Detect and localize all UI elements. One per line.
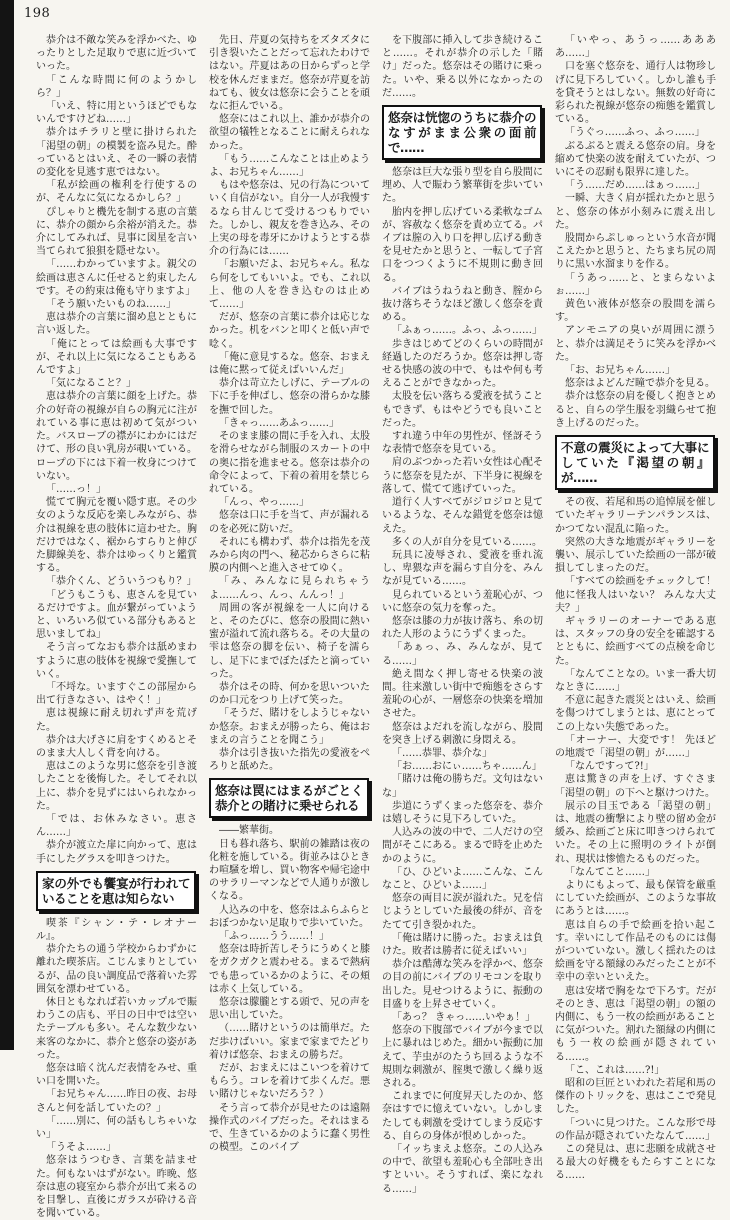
paragraph: だが、おまえにはこいつを着けてもらう。コレを着けて歩くんだ。悪い賭けじゃないだろう？） — [209, 1063, 370, 1101]
paragraph: 「ふっ……うう……！」 — [219, 931, 329, 942]
paragraph: 「では、お休みなさい。恵さん……」 — [36, 813, 197, 839]
paragraph: 黄色い液体が悠奈の股間を濡らす。 — [555, 299, 716, 324]
paragraph: 「ついに見つけた。こんな形で母の作品が隠されていたなんて……」 — [555, 1117, 716, 1142]
paragraph: 股間からぷしゅっという水音が聞こえたかと思うと、たちまち尻の周りに黒い水溜まりを作る。 — [555, 233, 716, 271]
paragraph: 「俺に意見するな。悠奈、おまえは俺に黙って従えばいいんだ」 — [209, 351, 370, 377]
paragraph: 胎内を押し広げている柔軟なゴムが、容赦なく悠奈を責め立てる。パイブは膣の入り口を押し広げる動きを見せたかと思うと、一転して子宮口をつつくように不規則に動き回る。 — [382, 206, 543, 284]
paragraph: を下腹部に挿入して歩き続けること……。それが恭介の示した「賭け」だった。悠奈はその賭けに乗った。いや、乗る以外になかったのだ……。 — [382, 35, 543, 99]
paragraph: 一瞬、大きく肩が揺れたかと思うと、悠奈の体が小刻みに震え出した。 — [555, 193, 716, 231]
paragraph: 喫茶『シャン・テ・レオナール』。 — [36, 917, 197, 942]
paragraph: 恵は驚きの声を上げ、すぐさま「渇望の朝」の下へと駆けつけた。 — [555, 774, 716, 799]
paragraph: 恭介は悠奈の肩を優しく抱きとめると、自らの学生服を羽織らせて抱き上げるのだった。 — [555, 391, 716, 429]
paragraph: 悠奈は膝の力が抜け落ち、糸の切れた人形のようにうずくまった。 — [382, 615, 543, 641]
paragraph: 玩具に凌辱され、愛液を垂れ流し、卑猥な声を漏らす自分を、みんなが見ている……。 — [382, 549, 543, 588]
paragraph: 「あっ？ きゃっ……いやぁ！」 — [392, 1012, 536, 1024]
paragraph: 「うあっ……と、とまらないよぉ……」 — [555, 272, 716, 297]
paragraph: ぶるぶると震える悠奈の肩。身を縮めて快楽の波を耐えていたが、ついにその忍耐も限界に達した。 — [555, 140, 716, 179]
paragraph: 日も暮れ落ち、駅前の雑踏は夜の化粧を施している。街並みはひときわ喧騒を増し、買い物客や帰宅途中のサラリーマンなどで人通りが激しくなる。 — [209, 838, 370, 903]
paragraph: 不意に起きた震災とはいえ、絵画を傷つけてしまうとは、恵にとってこの上ない失態であった。 — [555, 695, 716, 733]
page-number: 198 — [24, 6, 51, 21]
paragraph: 「賭けは俺の勝ちだ。文句はないな」 — [382, 774, 543, 799]
paragraph: 「う……だめ……はぁっ……」 — [565, 180, 705, 192]
paragraph: この発見は、恵に悲願を成就させる最大の好機をもたらすことになる…… — [555, 1144, 716, 1182]
paragraph: 先日、芹夏の気持ちをズタズタに引き裂いたことだって忘れたわけではない。芹夏はあの日からずっと学校を休んだままだ。悠奈が芹夏を訪ねても、彼女は悠奈に会うことを頑なに拒んでいる。 — [209, 35, 370, 113]
paragraph: よりにもよって、最も保管を厳重にしていた絵画が、このような事故にあうとは……。 — [555, 879, 716, 918]
paragraph: 「ひ、ひどいよ……こんな、こんなこと、ひどいよ……」 — [382, 866, 543, 891]
paragraph: 「私が絵画の権利を行使するのが、そんなに気になるかしら？」 — [36, 180, 197, 205]
column-2 — [209, 34, 370, 1154]
paragraph: 歩きはじめてどのくらいの時間が経過したのだろうか。悠奈は押し寄せる快感の波の中で、もはや何も考えることができなかった。 — [382, 338, 543, 390]
paragraph: 悠奈の両目に涙が溢れた。兄を信じようとしていた最後の絆が、音をたてて引き裂かれた。 — [382, 893, 543, 931]
paragraph: 「こんな時間に何のようかしら？」 — [36, 74, 197, 99]
column-4 — [555, 34, 716, 1182]
paragraph: 悠奈は暗く沈んだ表情をみせ、重い口を開いた。 — [36, 1063, 197, 1088]
paragraph: ぴしゃりと機先を制する恵の言葉に、恭介の顔から余裕が消えた。恭介にしてみれば、見事に図星を言い当てられて狼狽を隠せない。 — [36, 206, 197, 258]
paragraph: バイブはうねうねと動き、腟から抜け落ちそうなほど激しく悠奈を責める。 — [382, 285, 543, 324]
paragraph: 「お……おにぃ……ちゃ……ん」 — [392, 761, 542, 773]
paragraph: 「……っ！」 — [46, 483, 106, 495]
paragraph: 「なんですって?!」 — [565, 761, 654, 773]
paragraph: すれ違う中年の男性が、怪訝そうな表情で悠奈を見ている。 — [382, 431, 543, 456]
paragraph: 突然の大きな地震がギャラリーを襲い、展示していた絵画の一部が破損してしまったのだ。 — [555, 536, 716, 575]
section-heading: 不意の震災によって大事にしていた『渇望の朝』が…… — [555, 435, 715, 490]
paragraph: ギャラリーのオーナーである恵は、スタッフの身の安全を確認するとともに、絵画すべての点検を命じた。 — [555, 615, 716, 667]
paragraph: 「すべての絵画をチェックして！ 他に怪我人はいない？ みんな大丈夫？」 — [555, 576, 716, 614]
paragraph: 「ふぁっ……。ふっ、ふっ……」 — [392, 325, 542, 337]
paragraph: 悠奈は巨大な張り型を自ら股間に埋め、人で賑わう繁華街を歩いていた。 — [382, 167, 543, 205]
paragraph: 恭介が渡立た扉に向かって、恵は手にしたグラスを叩きつけた。 — [36, 840, 197, 865]
paragraph: だが、悠奈の言葉に恭介は応じなかった。机をバンと叩くと低い声で唸く。 — [209, 312, 370, 350]
paragraph: 肩のぶつかった若い女性は心配そうに悠奈を見たが、下半身に視線を落して、慌てて逃げていった。 — [382, 457, 543, 495]
paragraph: 悠奈は口に手を当て、声が漏れるのを必死に防いだ。 — [209, 510, 370, 535]
paragraph: それにも構わず、恭介は指先を茂みから肉の門へ、秘芯からさらに粘膜の内側へと進入させてゆく。 — [209, 536, 370, 575]
paragraph: 悠奈はよどんだ瞳で恭介を見る。 — [565, 378, 715, 390]
paragraph: 「んっ、やっ……」 — [219, 497, 309, 509]
paragraph: 恭介たちの通う学校からわずかに離れた喫茶店。こじんまりとしているが、品の良い調度品で落着いた雰囲気を漂わせている。 — [36, 944, 197, 995]
paragraph: 「不埒な。いますぐこの部屋から出て行きなさい、はやく！」 — [36, 681, 197, 707]
paragraph: 悠奈はよだれを流しながら、股間を突き上げる刺激に身悶える。 — [382, 721, 543, 746]
section-heading: 家の外でも饗宴が行われていることを恵は知らない — [36, 871, 196, 911]
paragraph: 休日ともなれば若いカップルで賑わうこの店も、平日の日中では空いたテーブルも多い。そんな数少ない来客のなかに、恭介と悠奈の姿があった。 — [36, 997, 197, 1061]
paragraph: ――繁華街。 — [219, 825, 279, 837]
paragraph: 「イッちまえよ悠奈。この人込みの中で、欲望も羞恥心も全部吐き出すといい。そうすれば、楽になれる……」 — [382, 1144, 543, 1195]
paragraph: 「恭介くん、どういうつもり？」 — [46, 576, 197, 588]
paragraph: 太股を伝い落ちる愛液を拭うこともできず、もはやどうでも良いことだった。 — [382, 391, 543, 429]
paragraph: 恵は視線に耐え切れず声を荒げた。 — [36, 708, 197, 733]
paragraph: 「……恭罪、恭介な」 — [392, 747, 492, 759]
paragraph: 昭和の巨匠といわれた若尾和馬の傑作のトリックを、恵はここで発見した。 — [555, 1078, 716, 1116]
paragraph: 見られているという羞恥心が、ついに悠奈の気力を奪った。 — [382, 589, 543, 614]
column-3 — [382, 34, 543, 1195]
paragraph: 「気になること？」 — [46, 378, 136, 390]
paragraph: 「いえ、特に用というほどでもないんですけどね……」 — [36, 101, 197, 126]
paragraph: 恵は恭介の言葉に顔を上げた。恭介の好奇の視線が自らの胸元に注がれている事に恵は初めて気がついた。バスローブの襟がにわかにはだけて、形の良い乳房が覗いている。ロープの下には下着一枚身につけていない。 — [36, 391, 197, 482]
paragraph: 歩道にうずくまった悠奈を、恭介は嬉しそうに見下ろしていた。 — [382, 800, 543, 825]
paragraph: 周囲の客が視線を一人に向けると、そのたびに、悠奈の股間に熱い蜜が溢れて流れ落ちる。その大量の雫は悠奈の脚を伝い、椅子を濡らし、足下にまでぼたぼたと滴っていった。 — [209, 602, 370, 680]
paragraph: 絶え間なく押し寄せる快楽の波間。往来激しい街中で痴態をさらす羞恥の心が、一層悠奈の快楽を増加させた。 — [382, 668, 543, 720]
paragraph: 多くの人が自分を見ている……。 — [392, 536, 542, 548]
paragraph: 「あぁっ、み、みんなが、見てる……」 — [382, 642, 543, 667]
paragraph: 恭介はその時、何かを思いついたのか口元をつり上げて笑った。 — [209, 681, 370, 707]
paragraph: これまでに何度昇天したのか、悠奈はすでに憶えていない。しかしまたしても刺激を受けてしまう反応する、自らの身体が恨めしかった。 — [382, 1091, 543, 1142]
paragraph: 恭介は引き抜いた指先の愛液をぺろりと舐めた。 — [209, 747, 370, 773]
paragraph: 人込みの中を、悠奈はふらふらとおぼつかない足取りで歩いていた。 — [209, 904, 370, 929]
column-1 — [36, 34, 197, 1220]
paragraph: 恭介は酷薄な笑みを浮かべ、悠奈の目の前にバイブのリモコンを取り出した。見せつけるように、振動の目盛りを上昇させていく。 — [382, 959, 543, 1010]
paragraph: そのまま膝の間に手を入れ、太股を滑らせながら制服のスカートの中の奥に指を進ませる。悠奈は恭介の命令によって、下着の着用を禁じられている。 — [209, 431, 370, 495]
paragraph: 恭介は大げさに肩をすくめるとそのまま大人しく背を向ける。 — [36, 734, 197, 759]
paragraph: アンモニアの臭いが周囲に漂うと、恭介は満足そうに笑みを浮かべた。 — [555, 325, 716, 363]
paragraph: 恵はこのような男に悠奈を引き渡したことを後悔した。そしてそれ以上に、恭介を見ずにはいられなかった。 — [36, 761, 197, 812]
paragraph: 恭介は苛立たしげに、テーブルの下に手を伸ばし、悠奈の滑らかな膝を撫で回した。 — [209, 378, 370, 416]
paragraph: 「お願いだよ、お兄ちゃん。私なら何をしてもいいよ。でも、これ以上、他の人を巻き込むのは止めて……」 — [209, 259, 370, 311]
paragraph: 「……わかっていますよ。親父の絵画は恵さんに任せると約束したんです。その約束は俺も守りますよ」 — [36, 259, 197, 297]
page-edge-bar — [0, 0, 14, 1050]
paragraph: 「なんてことなの。いま一番大切なときに……」 — [555, 668, 716, 693]
section-heading: 悠奈は罠にはまるがごとく恭介との賭けに乗せられる — [209, 778, 369, 818]
paragraph: 「お兄ちゃん……昨日の夜、お母さんと何を話していたの？」 — [36, 1089, 197, 1114]
paragraph: 「なんてこと……」 — [565, 866, 655, 878]
paragraph: 恵は恭介の言葉に溜め息とともに言い返した。 — [36, 312, 197, 337]
paragraph: （……賭けというのは簡単だ。ただ歩けばいい。家まで家までたどり着けば悠奈、おまえの勝ちだ。 — [209, 1023, 370, 1061]
paragraph: 「オーナー、大変です！ 先ほどの地震で「渇望の朝」が……」 — [555, 734, 716, 759]
paragraph: そう言ってなおも恭介は舐めまわすように恵の肢体を視線で愛撫していく。 — [36, 642, 197, 680]
paragraph: 「そうだ、賭けをしようじゃないか悠奈。おまえが勝ったら、俺はおまえの言うことを聞こう」 — [209, 708, 370, 746]
paragraph: 「み、みんなに見られちゃうよ……んっ、んっ、んんっ！」 — [209, 576, 370, 601]
paragraph: 「どうもこうも、恵さんを見ているだけですよ。血が繋がっていようと、いろいろ似ている部分もあると思いましてね」 — [36, 589, 197, 641]
paragraph: 恵は自らの手で絵画を拾い起こす。幸いにして作品そのものには傷がついていない。激しく揺れたのは絵画を守る額縁のみだったことが不幸中の幸いといえた。 — [555, 919, 716, 984]
section-heading: 悠奈は恍惚のうちに恭介のなすがまま公衆の面前で…… — [382, 105, 542, 160]
paragraph: 悠奈は時折苦しそうにうめくと膝をガクガクと震わせる。まるで熱病でも患っているかのように、その頬は赤く上気している。 — [209, 944, 370, 995]
paragraph: 「こ、これは……?!」 — [565, 1064, 665, 1076]
paragraph: 悠奈は朦朧とする頭で、兄の声を思い出していた。 — [209, 997, 370, 1022]
paragraph: 悠奈はうつむき、言葉を詰ませた。何もないはずがない。昨晩、悠奈は恵の寝室から恭介が出て来るのを目撃し、直後にガラスが砕ける音を聞いている。 — [36, 1155, 197, 1220]
paragraph: 「……別に、何の話もしちゃいない」 — [36, 1115, 197, 1141]
paragraph: 展示の目玉である「渇望の朝」は、地震の衝撃により壁の留め金が緩み、絵画ごと床に叩きつけられていた。その上に照明のライトが倒れ、現状は惨憺たるものだった。 — [555, 800, 716, 865]
paragraph: 恭介は不敵な笑みを浮かべた、ゆったりとした足取りで恵に近づいていった。 — [36, 35, 197, 73]
paragraph: その夜、若尾和馬の追悼展を催していたギャラリーテンパランスは、かつてない混乱に陥った。 — [555, 497, 716, 535]
paragraph: 「お、お兄ちゃん……」 — [565, 365, 675, 377]
paragraph: 「うそよ……」 — [46, 1142, 116, 1154]
paragraph: 道行く人すべてがジロジロと見ているような、そんな錯覚を悠奈は憶えた。 — [382, 497, 543, 535]
paragraph: 悠奈にはこれ以上、誰かが恭介の欲望の犠牲となることに耐えられなかった。 — [209, 114, 370, 152]
paragraph: 「そう願いたいものね……」 — [46, 299, 176, 311]
text-columns — [36, 34, 716, 1220]
paragraph: 口を塞ぐ悠奈を、通行人は物珍しげに見下ろしていく。しかし誰も手を貸そうとはしない。無数の好奇に彩られた視線が悠奈の痴態を鑑賞している。 — [555, 61, 716, 126]
paragraph: 「もう……こんなことは止めようよ、お兄ちゃん……」 — [209, 153, 370, 179]
paragraph: 「俺は賭けに勝った。おまえは負けた。敗者は勝者に従えばいい」 — [382, 932, 543, 957]
paragraph: 「俺にとっては絵画も大事ですが、それ以上に気になることもあるんですよ」 — [36, 338, 197, 377]
paragraph: 「うぐっ……ふっ、ふっ……」 — [565, 127, 705, 139]
paragraph: 「いやっ、あうっ……ああああ……」 — [555, 35, 716, 60]
paragraph: 恵は安堵で胸をなで下ろす。だがそのとき、恵は「渇望の朝」の額の内側に、もう一枚の絵画があることに気がついた。割れた額縁の内側にもう一枚の絵画が隠されている……。 — [555, 985, 716, 1063]
paragraph: 悠奈の下腹部でバイブが今まで以上に暴れはじめた。細かい振動に加えて、芋虫がのたうち回るような不規則な刺激が、腟奥で激しく繰り返される。 — [382, 1025, 543, 1090]
paragraph: 慌てて胸元を覆い隠す恵。その少女のような反応を楽しみながら、恭介は視線を恵の肢体に這わせた。胸だけではなく、裾からすらりと伸びた脚線美を、恭介はゆっくりと鑑賞する。 — [36, 497, 197, 575]
paragraph: 「きゃっ……あふっ……」 — [219, 417, 339, 429]
paragraph: そう言って恭介が見せたのは遠隔操作式のバイブだった。それはまるで、生きているかのように蠢く男性の模型。このバイブ — [209, 1102, 370, 1154]
paragraph: 恭介はチラリと壁に掛けられた「渇望の朝」の模製を盗み見た。酔っているとはいえ、その一瞬の表情の変化を見逃す恵ではない。 — [36, 127, 197, 179]
paragraph: もはや悠奈は、兄の行為についていく自信がない。自分一人が我慢するなら甘んじて受けるつもりでいた。しかし、親友を巻き込み、その上実の母を毒牙にかけようとする恭介の行為には…… — [209, 180, 370, 258]
paragraph: 人込みの波の中で、二人だけの空間がそこにある。まるで時を止めたかのように。 — [382, 827, 543, 865]
